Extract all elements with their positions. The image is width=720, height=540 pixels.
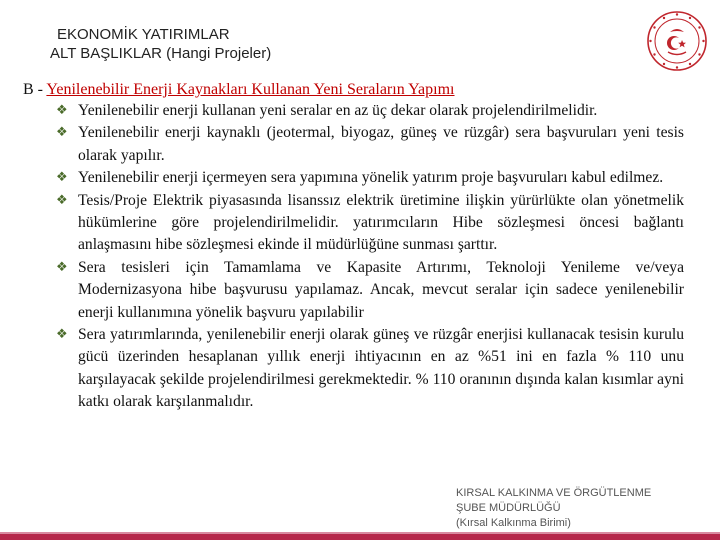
diamond-bullet-icon: ❖: [56, 192, 68, 208]
section-heading: [23, 79, 703, 101]
list-item: [56, 100, 684, 122]
bullet-list: [56, 100, 684, 414]
diamond-bullet-icon: ❖: [56, 170, 68, 186]
bullet-text: Sera tesisleri için Tamamlama ve Kapasite Artırımı, Teknoloji Yenileme ve/veya Modernizasyona hibe başvurusu yapılamaz. Ancak, mevcut seralar için sadece yenilenebilir enerji kullanımına yönelik başvuru yapılabilir: [78, 258, 684, 321]
section-prefix: B -: [23, 81, 47, 98]
list-item: [56, 122, 684, 167]
list-item: [56, 190, 684, 257]
bullet-text: Sera yatırımlarında, yenilenebilir enerji olarak güneş ve rüzgâr enerjisi kullanacak tesisin kurulu gücü üzerinden hesaplanan yıllık enerji ihtiyacının en az %51 ini en fazla % 110 unu karşılayacak şekilde projelendirilmesi gerekmektedir. % 110 oranının dışında kalan kısımlar ayni katkı olarak karşılanmalıdır.: [78, 326, 684, 411]
header-subtitle: ALT BAŞLIKLAR (Hangi Projeler): [50, 45, 272, 62]
ministry-emblem-icon: [646, 10, 708, 72]
bullet-text: Tesis/Proje Elektrik piyasasında lisanssız elektrik üretimine ilişkin yürürlükte olan yönetmelik hükümlerine göre projelendirilmelidir. yatırımcıların Hibe sözleşmesi öncesi bağlantı anlaşmasını hibe sözleşmesi ekinde il müdürlüğüne sunması şarttır.: [78, 191, 684, 254]
footer-line-1: KIRSAL KALKINMA VE ÖRGÜTLENME: [456, 487, 652, 499]
list-item: [56, 167, 684, 189]
diamond-bullet-icon: ❖: [56, 259, 68, 275]
section-title: Yenilenebilir Enerji Kaynakları Kullanan Yeni Seraların Yapımı: [46, 81, 455, 98]
bullet-text: Yenilenebilir enerji kullanan yeni seralar en az üç dekar olarak projelendirilmelidir.: [78, 102, 598, 119]
bullet-text: Yenilenebilir enerji içermeyen sera yapımına yönelik yatırım proje başvuruları kabul edilmez.: [78, 169, 664, 187]
list-item: [56, 324, 684, 414]
bullet-text: Yenilenebilir enerji kaynaklı (jeotermal, biyogaz, güneş ve rüzgâr) sera başvuruları yeni tesis olarak yapılır.: [78, 124, 684, 164]
diamond-bullet-icon: ❖: [56, 125, 68, 141]
footer-unit-info: [456, 486, 686, 531]
diamond-bullet-icon: ❖: [56, 103, 68, 118]
footer-line-2: ŞUBE MÜDÜRLÜĞÜ: [456, 502, 561, 514]
footer-divider: [0, 534, 720, 540]
diamond-bullet-icon: ❖: [56, 327, 68, 343]
header-title: EKONOMİK YATIRIMLAR: [57, 26, 230, 43]
footer-line-3: (Kırsal Kalkınma Birimi): [456, 517, 571, 529]
list-item: [56, 257, 684, 324]
